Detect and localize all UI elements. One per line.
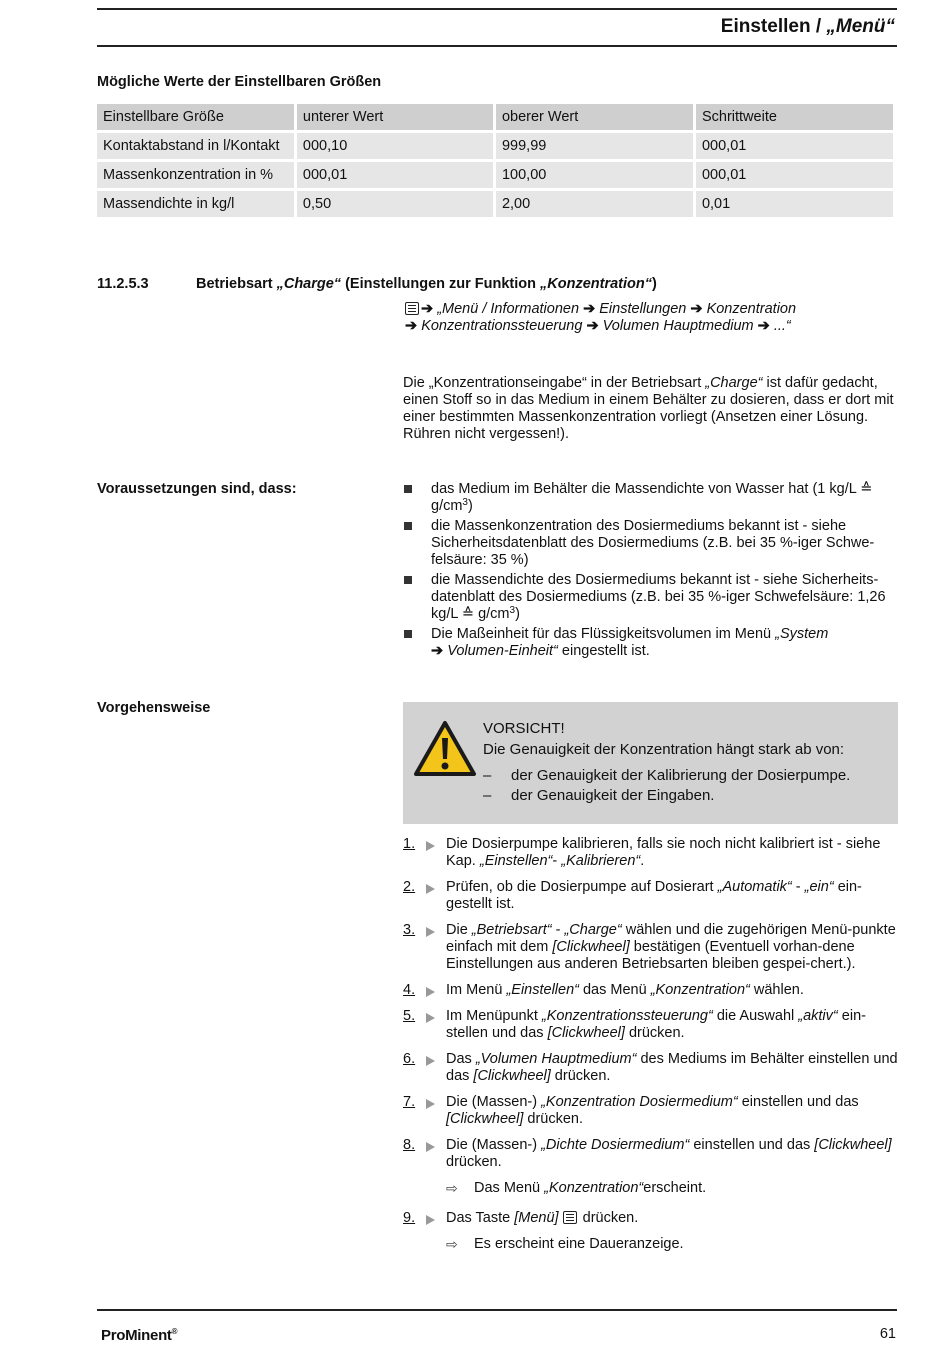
list-item: Die Maßeinheit für das Flüssigkeitsvolumen im Menü „System ➔ Volumen-Einheit“ eingestellt ist. (403, 626, 900, 660)
table-header-cell: Einstellbare Größe (97, 104, 294, 130)
procedure-steps (403, 836, 900, 1253)
bullet-square-icon (404, 485, 412, 493)
result-arrow-icon: ⇨ (446, 1236, 458, 1252)
step-result: ⇨ Das Menü „Konzentration“erscheint. (446, 1180, 707, 1196)
table-header-cell: Schrittweite (696, 104, 893, 130)
caution-text: Die Genauigkeit der Konzentration hängt stark ab von: (483, 741, 845, 758)
values-table (94, 101, 896, 220)
intro-paragraph: Die „Konzentrationseingabe“ in der Betriebsart „Charge“ ist dafür gedacht, einen Stoff so in das Medium in einem Behälter zu dosieren, dass er dort mit einer bestimmten Massenkonzentration vorliegt (Ansetzen einer Lösung. Rühren nicht vergessen!). (403, 375, 894, 442)
menu-icon (563, 1211, 577, 1224)
arrow-right-icon: ➔ (586, 318, 599, 334)
step-arrow-icon (426, 987, 435, 997)
table-row (97, 133, 893, 159)
step-item: 4. Im Menü „Einstellen“ das Menü „Konzentration“ wählen. (403, 982, 804, 998)
prerequisites-label: Voraussetzungen sind, dass: (97, 481, 297, 497)
bullet-square-icon (404, 576, 412, 584)
prominent-logo: ProMinent® (101, 1327, 178, 1344)
header-top-rule (97, 8, 897, 10)
list-item: das Medium im Behälter die Massendichte von Wasser hat (1 kg/L ≙ $g/cm^3$) (403, 481, 900, 515)
step-item: 8. Die (Massen-) „Dichte Dosiermedium“ einstellen und das [Clickwheel] drücken. ⇨ Das Menü „Konzentration“erscheint. (403, 1137, 900, 1197)
result-arrow-icon: ⇨ (446, 1180, 458, 1196)
arrow-right-icon: ➔ (431, 643, 444, 659)
table-header-cell: unterer Wert (297, 104, 493, 130)
header-bottom-rule (97, 45, 897, 47)
step-arrow-icon (426, 884, 435, 894)
page-header-title: Einstellen / „Menü“ (720, 16, 895, 37)
step-arrow-icon (426, 841, 435, 851)
table-cell: Massendichte in kg/l (97, 191, 294, 217)
arrow-right-icon: ➔ (421, 301, 434, 317)
arrow-right-icon: ➔ (583, 301, 596, 317)
step-item: 3. Die „Betriebsart“ - „Charge“ wählen und die zugehörigen Menü-punkte einfach mit dem [Clickwheel] bestätigen (Eventuell vorhan-dene Einstellungen aus anderen Betriebsarten bleiben gespei-chert.). (403, 922, 896, 972)
bullet-square-icon (404, 522, 412, 530)
list-item: die Massendichte des Dosiermediums bekannt ist - siehe Sicherheits-datenblatt des Dosiermediums (z.B. bei 35 %-iger Schwefelsäure: 1,26 kg/L ≙ $g/cm^3$) (403, 572, 900, 623)
table-row (97, 162, 893, 188)
table-cell: 000,01 (696, 162, 893, 188)
table-header-cell: oberer Wert (496, 104, 693, 130)
warning-triangle-icon (413, 720, 477, 778)
caution-list (483, 767, 850, 807)
step-result: ⇨ Es erscheint eine Daueranzeige. (446, 1236, 684, 1252)
procedure-label: Vorgehensweise (97, 700, 211, 716)
table-cell: 100,00 (496, 162, 693, 188)
bullet-square-icon (404, 630, 412, 638)
caution-title: VORSICHT! (483, 720, 565, 737)
table-cell: 0,50 (297, 191, 493, 217)
step-arrow-icon (426, 1099, 435, 1109)
arrow-right-icon: ➔ (690, 301, 703, 317)
arrow-right-icon: ➔ (405, 318, 418, 334)
arrow-right-icon: ➔ (757, 318, 770, 334)
step-arrow-icon (426, 927, 435, 937)
list-item: die Massenkonzentration des Dosiermediums bekannt ist - siehe Sicherheitsdatenblatt des Dosiermediums (z.B. bei 35 %-iger Schwe-felsäure: 35 %) (403, 518, 900, 569)
step-arrow-icon (426, 1215, 435, 1225)
caution-box (403, 702, 898, 824)
list-item: – der Genauigkeit der Eingaben. (483, 787, 715, 804)
table-caption: Mögliche Werte der Einstellbaren Größen (97, 74, 382, 90)
step-item: 5. Im Menüpunkt „Konzentrationssteuerung“ die Auswahl „aktiv“ ein-stellen und das [Clickwheel] drücken. (403, 1008, 866, 1041)
table-cell: 2,00 (496, 191, 693, 217)
table-cell: Kontaktabstand in l/Kontakt (97, 133, 294, 159)
list-item: – der Genauigkeit der Kalibrierung der Dosierpumpe. (483, 767, 851, 784)
table-cell: 000,01 (696, 133, 893, 159)
step-arrow-icon (426, 1056, 435, 1066)
step-item: 9. Das Taste [Menü] drücken. ⇨ Es erscheint eine Daueranzeige. (403, 1210, 900, 1253)
table-cell: 000,10 (297, 133, 493, 159)
table-cell: 0,01 (696, 191, 893, 217)
table-row (97, 191, 893, 217)
step-item: 7. Die (Massen-) „Konzentration Dosiermedium“ einstellen und das [Clickwheel] drücken. (403, 1094, 859, 1127)
step-item: 1. Die Dosierpumpe kalibrieren, falls sie noch nicht kalibriert ist - siehe Kap. „Einstellen“- „Kalibrieren“. (403, 836, 881, 869)
section-title: Betriebsart „Charge“ (Einstellungen zur Funktion „Konzentration“) (196, 276, 657, 292)
step-arrow-icon (426, 1013, 435, 1023)
table-cell: 000,01 (297, 162, 493, 188)
section-number: 11.2.5.3 (97, 276, 149, 292)
prerequisites-list (403, 481, 900, 663)
step-arrow-icon (426, 1142, 435, 1152)
table-cell: 999,99 (496, 133, 693, 159)
menu-path: ➔ „Menü / Informationen ➔ Einstellungen ➔ Konzentration ➔ Konzentrationssteuerung ➔ Volumen Hauptmedium ➔ ...“ (405, 301, 797, 334)
table-cell: Massenkonzentration in % (97, 162, 294, 188)
footer-rule (97, 1309, 897, 1311)
table-header-row (97, 104, 893, 130)
step-item: 2. Prüfen, ob die Dosierpumpe auf Dosierart „Automatik“ - „ein“ ein-gestellt ist. (403, 879, 862, 912)
step-item: 6. Das „Volumen Hauptmedium“ des Mediums im Behälter einstellen und das [Clickwheel] drücken. (403, 1051, 898, 1084)
menu-icon (405, 302, 419, 315)
page-number: 61 (879, 1326, 896, 1342)
